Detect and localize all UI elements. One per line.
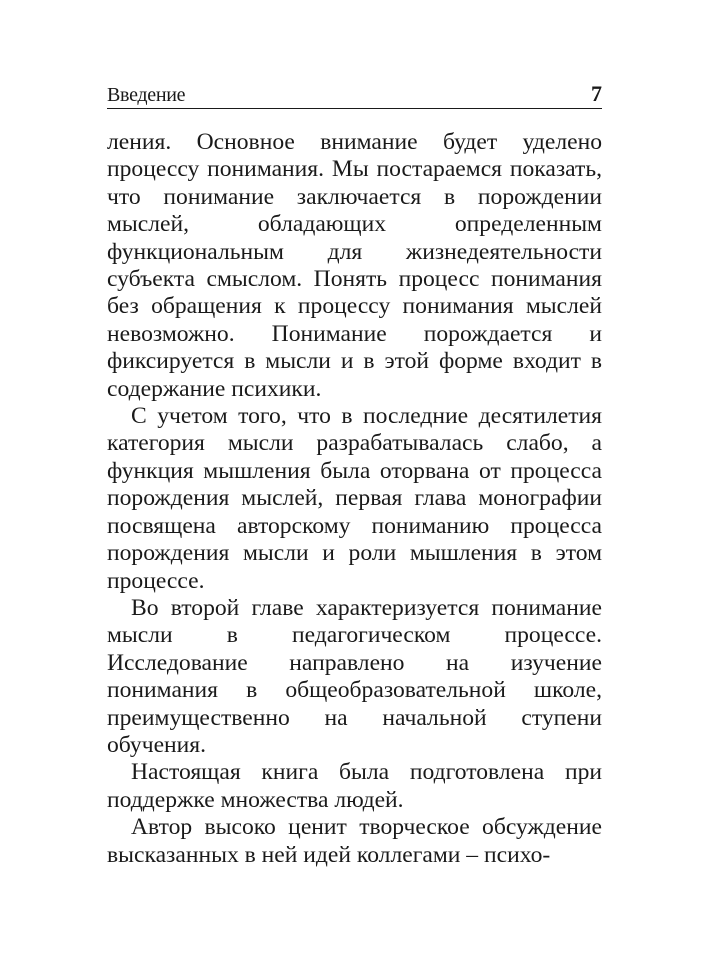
paragraph-3: Во второй главе характеризуется понимание мысли в педагогическом процессе. Исследование направлено на изучение понимания в общеобразовательной школе, преимущественно на начальной ступени обучения. [107, 594, 602, 758]
page-number: 7 [591, 81, 602, 106]
paragraph-5: Автор высоко ценит творческое обсуждение высказанных в ней идей коллегами – психо- [107, 814, 602, 868]
section-title: Введение [107, 84, 186, 106]
running-header [107, 82, 602, 109]
paragraph-1: ления. Основное внимание будет уделено процессу понимания. Мы постараемся показать, что понимание заключается в порождении мыслей, обладающих определенным функциональным для жизнедеятельности субъекта смыслом. Понять процесс понимания без обращения к процессу понимания мыслей невозможно. Понимание порождается и фиксируется в мысли и в этой форме входит в содержание психики. [107, 129, 602, 402]
paragraph-4: Настоящая книга была подготовлена при поддержке множества людей. [107, 759, 602, 813]
body-text [107, 129, 602, 869]
paragraph-2: С учетом того, что в последние десятилетия категория мысли разрабатывалась слабо, а функция мышления была оторвана от процесса порождения мыслей, первая глава монографии посвящена авторскому пониманию процесса порождения мысли и роли мышления в этом процессе. [107, 403, 602, 594]
book-page [107, 82, 602, 869]
